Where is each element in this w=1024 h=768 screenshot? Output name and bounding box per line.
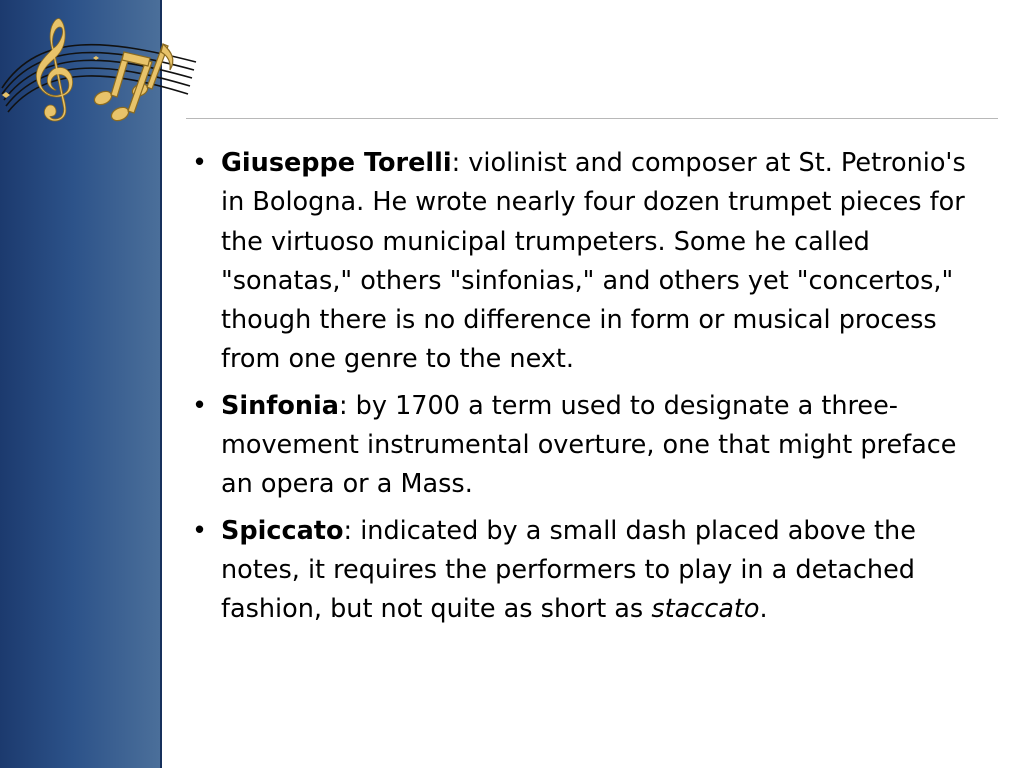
bullet-icon: •	[192, 515, 208, 546]
bullet-icon: •	[192, 390, 208, 421]
definition-text: : by 1700 a term used to designate a three-movement instrumental overture, one that might preface an opera or a Mass.	[221, 390, 957, 500]
title-divider	[186, 118, 998, 119]
list-item	[186, 144, 976, 380]
definition-tail: .	[759, 594, 768, 625]
term-label: Sinfonia	[221, 390, 339, 421]
eighth-notes-icon	[92, 44, 173, 123]
bullet-list	[186, 144, 976, 637]
definition-text: : indicated by a small dash placed above the notes, it requires the performers to play in a detached fashion, but not quite as short as	[221, 515, 916, 625]
term-label: Spiccato	[221, 515, 344, 546]
treble-clef-icon: 𝄞	[26, 17, 77, 117]
list-item	[186, 387, 976, 505]
list-item	[186, 512, 976, 630]
music-notes-staff-icon	[0, 0, 200, 130]
bullet-icon: •	[192, 148, 208, 178]
definition-text: : violinist and composer at St. Petronio's in Bologna. He wrote nearly four dozen trumpet pieces for the virtuoso municipal trumpeters. Some he called "sonatas," others "sinfonias," and others yet "concertos," though there is no difference in form or musical process from one genre to the next.	[221, 148, 966, 375]
emphasis-text: staccato	[651, 594, 760, 625]
term-label: Giuseppe Torelli	[221, 148, 452, 178]
